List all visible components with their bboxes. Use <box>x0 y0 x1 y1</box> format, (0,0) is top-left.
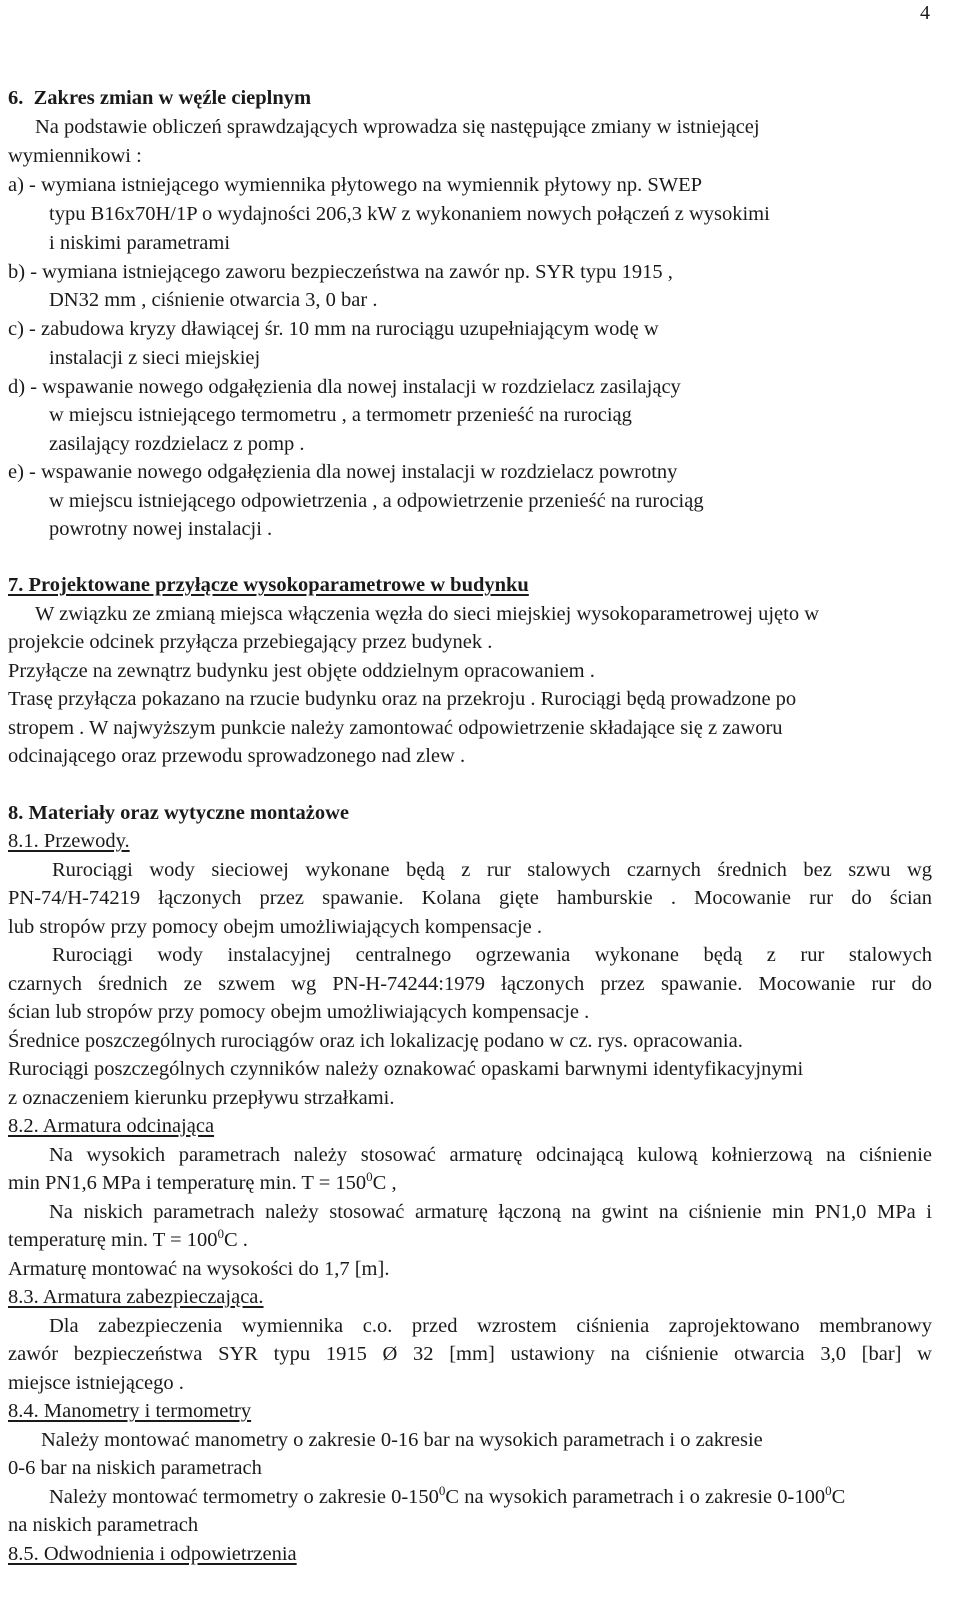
superscript: 0 <box>217 1226 224 1241</box>
paragraph-line: z oznaczeniem kierunku przepływu strzałkami. <box>8 1087 395 1109</box>
subsection-8-5-heading: 8.5. Odwodnienia i odpowietrzenia <box>8 1543 297 1565</box>
text-run: min PN1,6 MPa i temperaturę min. T = 150 <box>8 1172 367 1194</box>
paragraph-line: Rurociągi wody instalacyjnej centralnego ogrzewania wykonane będą z rur stalowych <box>52 944 932 966</box>
list-item-c-cont: instalacji z sieci miejskiej <box>49 347 261 369</box>
list-item-d-cont: w miejscu istniejącego termometru , a termometr przenieść na rurociąg <box>49 404 632 426</box>
section-6-title: Zakres zmian w węźle cieplnym <box>33 87 312 109</box>
paragraph-line: lub stropów przy pomocy obejm umożliwiających kompensacje . <box>8 916 543 938</box>
list-item-b-cont: DN32 mm , ciśnienie otwarcia 3, 0 bar . <box>49 289 378 311</box>
list-item-a: a) - wymiana istniejącego wymiennika płytowego na wymiennik płytowy np. SWEP <box>8 174 703 196</box>
section-7-heading: 7. Projektowane przyłącze wysokoparametrowe w budynku <box>8 574 529 596</box>
superscript: 0 <box>438 1483 446 1498</box>
list-item-b: b) - wymiana istniejącego zaworu bezpieczeństwa na zawór np. SYR typu 1915 , <box>8 261 673 283</box>
paragraph-line: Średnice poszczególnych rurociągów oraz ich lokalizację podano w cz. rys. opracowania. <box>8 1030 743 1052</box>
paragraph-line: Dla zabezpieczenia wymiennika c.o. przed wzrostem ciśnienia zaprojektowano membranowy <box>49 1315 932 1337</box>
paragraph-line: Na wysokich parametrach należy stosować armaturę odcinającą kulową kołnierzową na ciśnienie <box>49 1144 932 1166</box>
superscript: 0 <box>825 1483 832 1498</box>
paragraph-line: czarnych średnich ze szwem wg PN-H-74244:1979 łączonych przez spawanie. Mocowanie rur do <box>8 973 932 995</box>
section-8-heading: 8. Materiały oraz wytyczne montażowe <box>8 802 349 824</box>
paragraph-line: odcinającego oraz przewodu sprowadzonego nad zlew . <box>8 745 466 767</box>
section-6-heading <box>8 88 311 109</box>
paragraph-line: wymiennikowi : <box>8 145 142 167</box>
list-item-d: d) - wspawanie nowego odgałęzienia dla nowej instalacji w rozdzielacz zasilający <box>8 376 681 398</box>
paragraph-line <box>8 1169 397 1194</box>
text-run: C <box>831 1486 846 1508</box>
list-item-d-cont: zasilający rozdzielacz z pomp . <box>49 433 305 455</box>
subsection-8-2-heading: 8.2. Armatura odcinająca <box>8 1115 215 1137</box>
paragraph-line <box>49 1483 846 1508</box>
subsection-8-4-heading: 8.4. Manometry i termometry <box>8 1400 252 1422</box>
paragraph-line: PN-74/H-74219 łączonych przez spawanie. Kolana gięte hamburskie . Mocowanie rur do ścian <box>8 887 932 909</box>
paragraph-line: ścian lub stropów przy pomocy obejm umożliwiających kompensacje . <box>8 1001 590 1023</box>
paragraph-line: W związku ze zmianą miejsca włączenia węzła do sieci miejskiej wysokoparametrowej ujęto w <box>35 603 819 625</box>
paragraph-line <box>8 1226 248 1251</box>
paragraph-line: 0-6 bar na niskich parametrach <box>8 1457 262 1479</box>
paragraph-line: Trasę przyłącza pokazano na rzucie budynku oraz na przekroju . Rurociągi będą prowadzone po <box>8 688 797 710</box>
paragraph-line: Na podstawie obliczeń sprawdzających wprowadza się następujące zmiany w istniejącej <box>35 116 760 138</box>
section-6-number: 6. <box>8 87 24 109</box>
text-run: Należy montować termometry o zakresie 0-150 <box>49 1486 439 1508</box>
superscript: 0 <box>366 1169 373 1184</box>
text-run: C , <box>372 1172 397 1194</box>
list-item-e-cont: powrotny nowej instalacji . <box>49 518 273 540</box>
paragraph-line: Rurociągi poszczególnych czynników należy oznakować opaskami barwnymi identyfikacyjnymi <box>8 1058 804 1080</box>
paragraph-line: Przyłącze na zewnątrz budynku jest objęte oddzielnym opracowaniem . <box>8 660 595 682</box>
list-item-a-cont: typu B16x70H/1P o wydajności 206,3 kW z wykonaniem nowych połączeń z wysokimi <box>49 203 770 225</box>
paragraph-line: stropem . W najwyższym punkcie należy zamontować odpowietrzenie składające się z zaworu <box>8 717 783 739</box>
paragraph-line: Na niskich parametrach należy stosować armaturę łączoną na gwint na ciśnienie min PN1,0 MPa i <box>49 1201 932 1223</box>
text-run: C . <box>224 1229 248 1251</box>
paragraph-line: miejsce istniejącego . <box>8 1372 184 1394</box>
paragraph-line: Rurociągi wody sieciowej wykonane będą z rur stalowych czarnych średnich bez szwu wg <box>52 859 932 881</box>
subsection-8-1-heading: 8.1. Przewody. <box>8 830 130 852</box>
paragraph-line: na niskich parametrach <box>8 1514 199 1536</box>
page-number: 4 <box>920 2 930 24</box>
list-item-e: e) - wspawanie nowego odgałęzienia dla nowej instalacji w rozdzielacz powrotny <box>8 461 678 483</box>
paragraph-line: zawór bezpieczeństwa SYR typu 1915 Ø 32 [mm] ustawiony na ciśnienie otwarcia 3,0 [bar] w <box>8 1343 932 1365</box>
paragraph-line: Armaturę montować na wysokości do 1,7 [m]. <box>8 1258 390 1280</box>
paragraph-line: Należy montować manometry o zakresie 0-16 bar na wysokich parametrach i o zakresie <box>41 1429 763 1451</box>
list-item-a-cont: i niskimi parametrami <box>49 232 231 254</box>
list-item-e-cont: w miejscu istniejącego odpowietrzenia , a odpowietrzenie przenieść na rurociąg <box>49 490 704 512</box>
subsection-8-3-heading: 8.3. Armatura zabezpieczająca. <box>8 1286 264 1308</box>
list-item-c: c) - zabudowa kryzy dławiącej śr. 10 mm na rurociągu uzupełniającym wodę w <box>8 318 659 340</box>
text-run: temperaturę min. T = 100 <box>8 1229 218 1251</box>
text-run: C na wysokich parametrach i o zakresie 0-100 <box>445 1486 826 1508</box>
paragraph-line: projekcie odcinek przyłącza przebiegający przez budynek . <box>8 631 493 653</box>
